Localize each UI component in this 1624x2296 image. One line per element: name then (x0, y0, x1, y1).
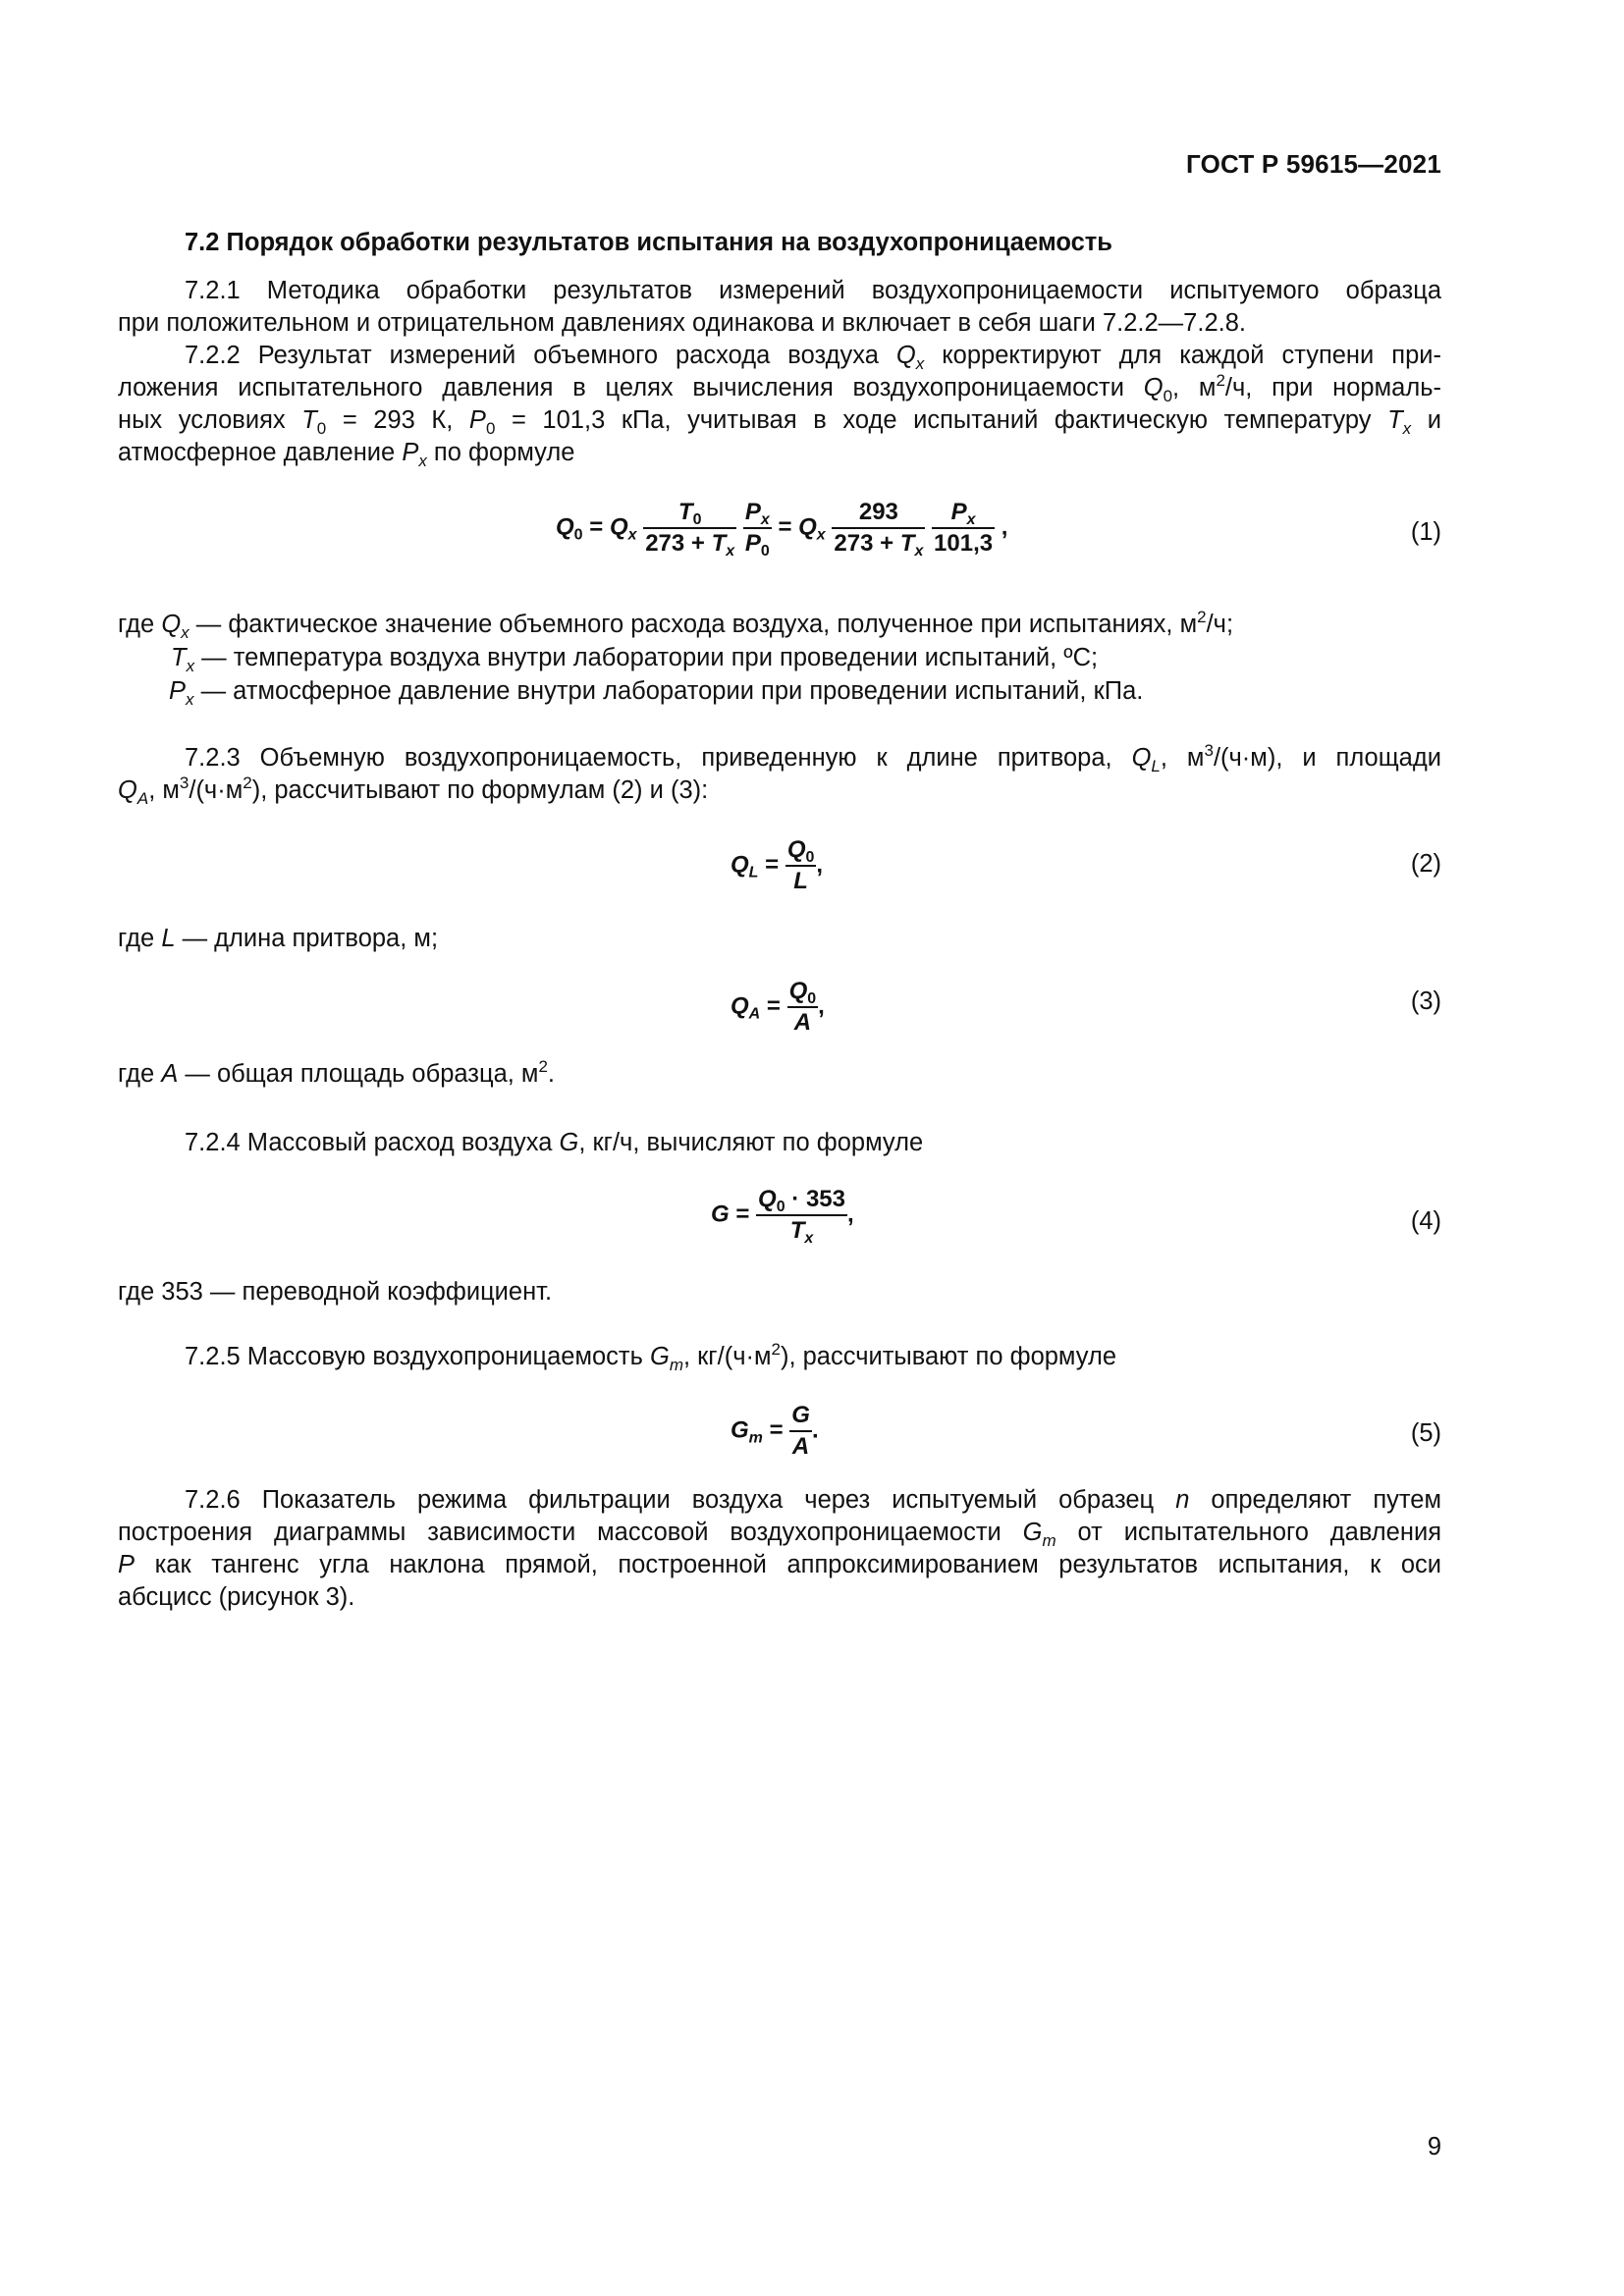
fraction-g-over-a: $\frac{G}{A}$ (791, 1402, 810, 1460)
where-l: где L — длина притвора, м; (118, 925, 439, 952)
formula-5: $G_m$ = $\frac{G}{A}$ . (731, 1402, 819, 1460)
paragraph-7-2-1 (118, 275, 1441, 340)
equation-number-2: (2) (1410, 850, 1441, 878)
p722-line4: атмосферное давление $P_x$ по формуле (118, 439, 575, 470)
p722-line1: 7.2.2 Результат измерений объемного расхода воздуха $Q_x$ корректируют для каждой ступени при- (185, 342, 1441, 373)
fraction-px-over-p0: $\frac{P_x}{P_0}$ (744, 499, 770, 560)
fraction-px-over-101-3: $\frac{P_x}{101,3}$ (934, 499, 994, 557)
standard-code-header: ГОСТ Р 59615—2021 (1186, 149, 1441, 179)
fraction-q0-over-a: $\frac{Q_0}{A}$ (788, 978, 817, 1036)
paragraph-7-2-4: 7.2.4 Массовый расход воздуха G, кг/ч, вычисляют по формуле (185, 1129, 924, 1156)
p722-line2: ложения испытательного давления в целях вычисления воздухопроницаемости $Q_0$, $м^2/ч$, при нормаль- (118, 371, 1441, 405)
p721-line1: 7.2.1 Методика обработки результатов измерений воздухопроницаемости испытуемого образца (185, 277, 1441, 304)
fraction-t0-over-273-plus-tx: $\frac{T_0}{273 + T_x}$ (645, 499, 735, 560)
p726-line3: P как тангенс угла наклона прямой, построенной аппроксимированием результатов испытания, к оси (118, 1551, 1441, 1578)
where-a: где A — общая площадь образца, $м^2$. (118, 1057, 556, 1088)
equation-number-5: (5) (1410, 1419, 1441, 1447)
p722-line3: ных условиях $T_0 = 293$ К, $P_0 = 101,3$ кПа, учитывая в ходе испытаний фактическую температуру $T_x$ и (118, 406, 1441, 438)
fraction-q0-353-over-tx: $\frac{Q_0 \cdot 353}{T_x}$ (758, 1186, 845, 1247)
where-353: где 353 — переводной коэффициент. (118, 1278, 553, 1306)
formula-1: $Q_0 = Q_x$ $\frac{T_0}{273 + T_x}$ $\frac{P_x}{P_0}$ = $Q_x$ $\frac{293}{273 + T_x}$ $\frac{P_x}{101,3}$ , (556, 499, 1008, 560)
fraction-q0-over-l: $\frac{Q_0}{L}$ (786, 836, 815, 894)
p723-line1: 7.2.3 Объемную воздухопроницаемость, приведенную к длине притвора, $Q_L$, $м^3/(ч\cdot м)$, и площади (185, 741, 1441, 775)
formula-3: $Q_A$ = $\frac{Q_0}{A}$ , (731, 978, 825, 1036)
equation-number-1: (1) (1410, 518, 1441, 546)
formula-4: G = $\frac{Q_0 \cdot 353}{T_x}$ , (711, 1186, 854, 1247)
equation-number-4: (4) (1410, 1207, 1441, 1235)
where-tx: $T_x$ — температура воздуха внутри лаборатории при проведении испытаний, ºС; (171, 644, 1099, 675)
paragraph-7-2-5: 7.2.5 Массовую воздухопроницаемость $G_m$, $кг/(ч\cdot м^2)$, рассчитывают по формуле (185, 1340, 1117, 1374)
p726-line4: абсцисс (рисунок 3). (118, 1583, 355, 1611)
where-qx: где $Q_x$ — фактическое значение объемного расхода воздуха, полученное при испытаниях, $м^2/ч$; (118, 608, 1234, 642)
fraction-293-over-273-plus-tx: $\frac{293}{273 + T_x}$ (834, 499, 924, 560)
page-number: 9 (1427, 2133, 1441, 2161)
p726-line2: построения диаграммы зависимости массовой воздухопроницаемости $G_m$ от испытательного давления (118, 1519, 1442, 1550)
paragraph-7-2-3 (118, 742, 1441, 807)
paragraph-7-2-2 (118, 340, 1441, 469)
p723-line2: $Q_A$, $м^3/(ч\cdot м^2)$, рассчитывают по формулам (2) и (3): (118, 774, 709, 808)
equation-number-3: (3) (1410, 988, 1441, 1015)
formula-2: $Q_L$ = $\frac{Q_0}{L}$ , (731, 836, 824, 894)
p726-line1: 7.2.6 Показатель режима фильтрации воздуха через испытуемый образец n определяют путем (185, 1486, 1441, 1514)
section-title: 7.2 Порядок обработки результатов испытания на воздухопроницаемость (185, 229, 1112, 256)
p721-line2: при положительном и отрицательном давлениях одинакова и включает в себя шаги 7.2.2—7.2.8. (118, 309, 1246, 337)
paragraph-7-2-6 (118, 1484, 1441, 1614)
where-px: $P_x$ — атмосферное давление внутри лаборатории при проведении испытаний, кПа. (169, 677, 1144, 709)
